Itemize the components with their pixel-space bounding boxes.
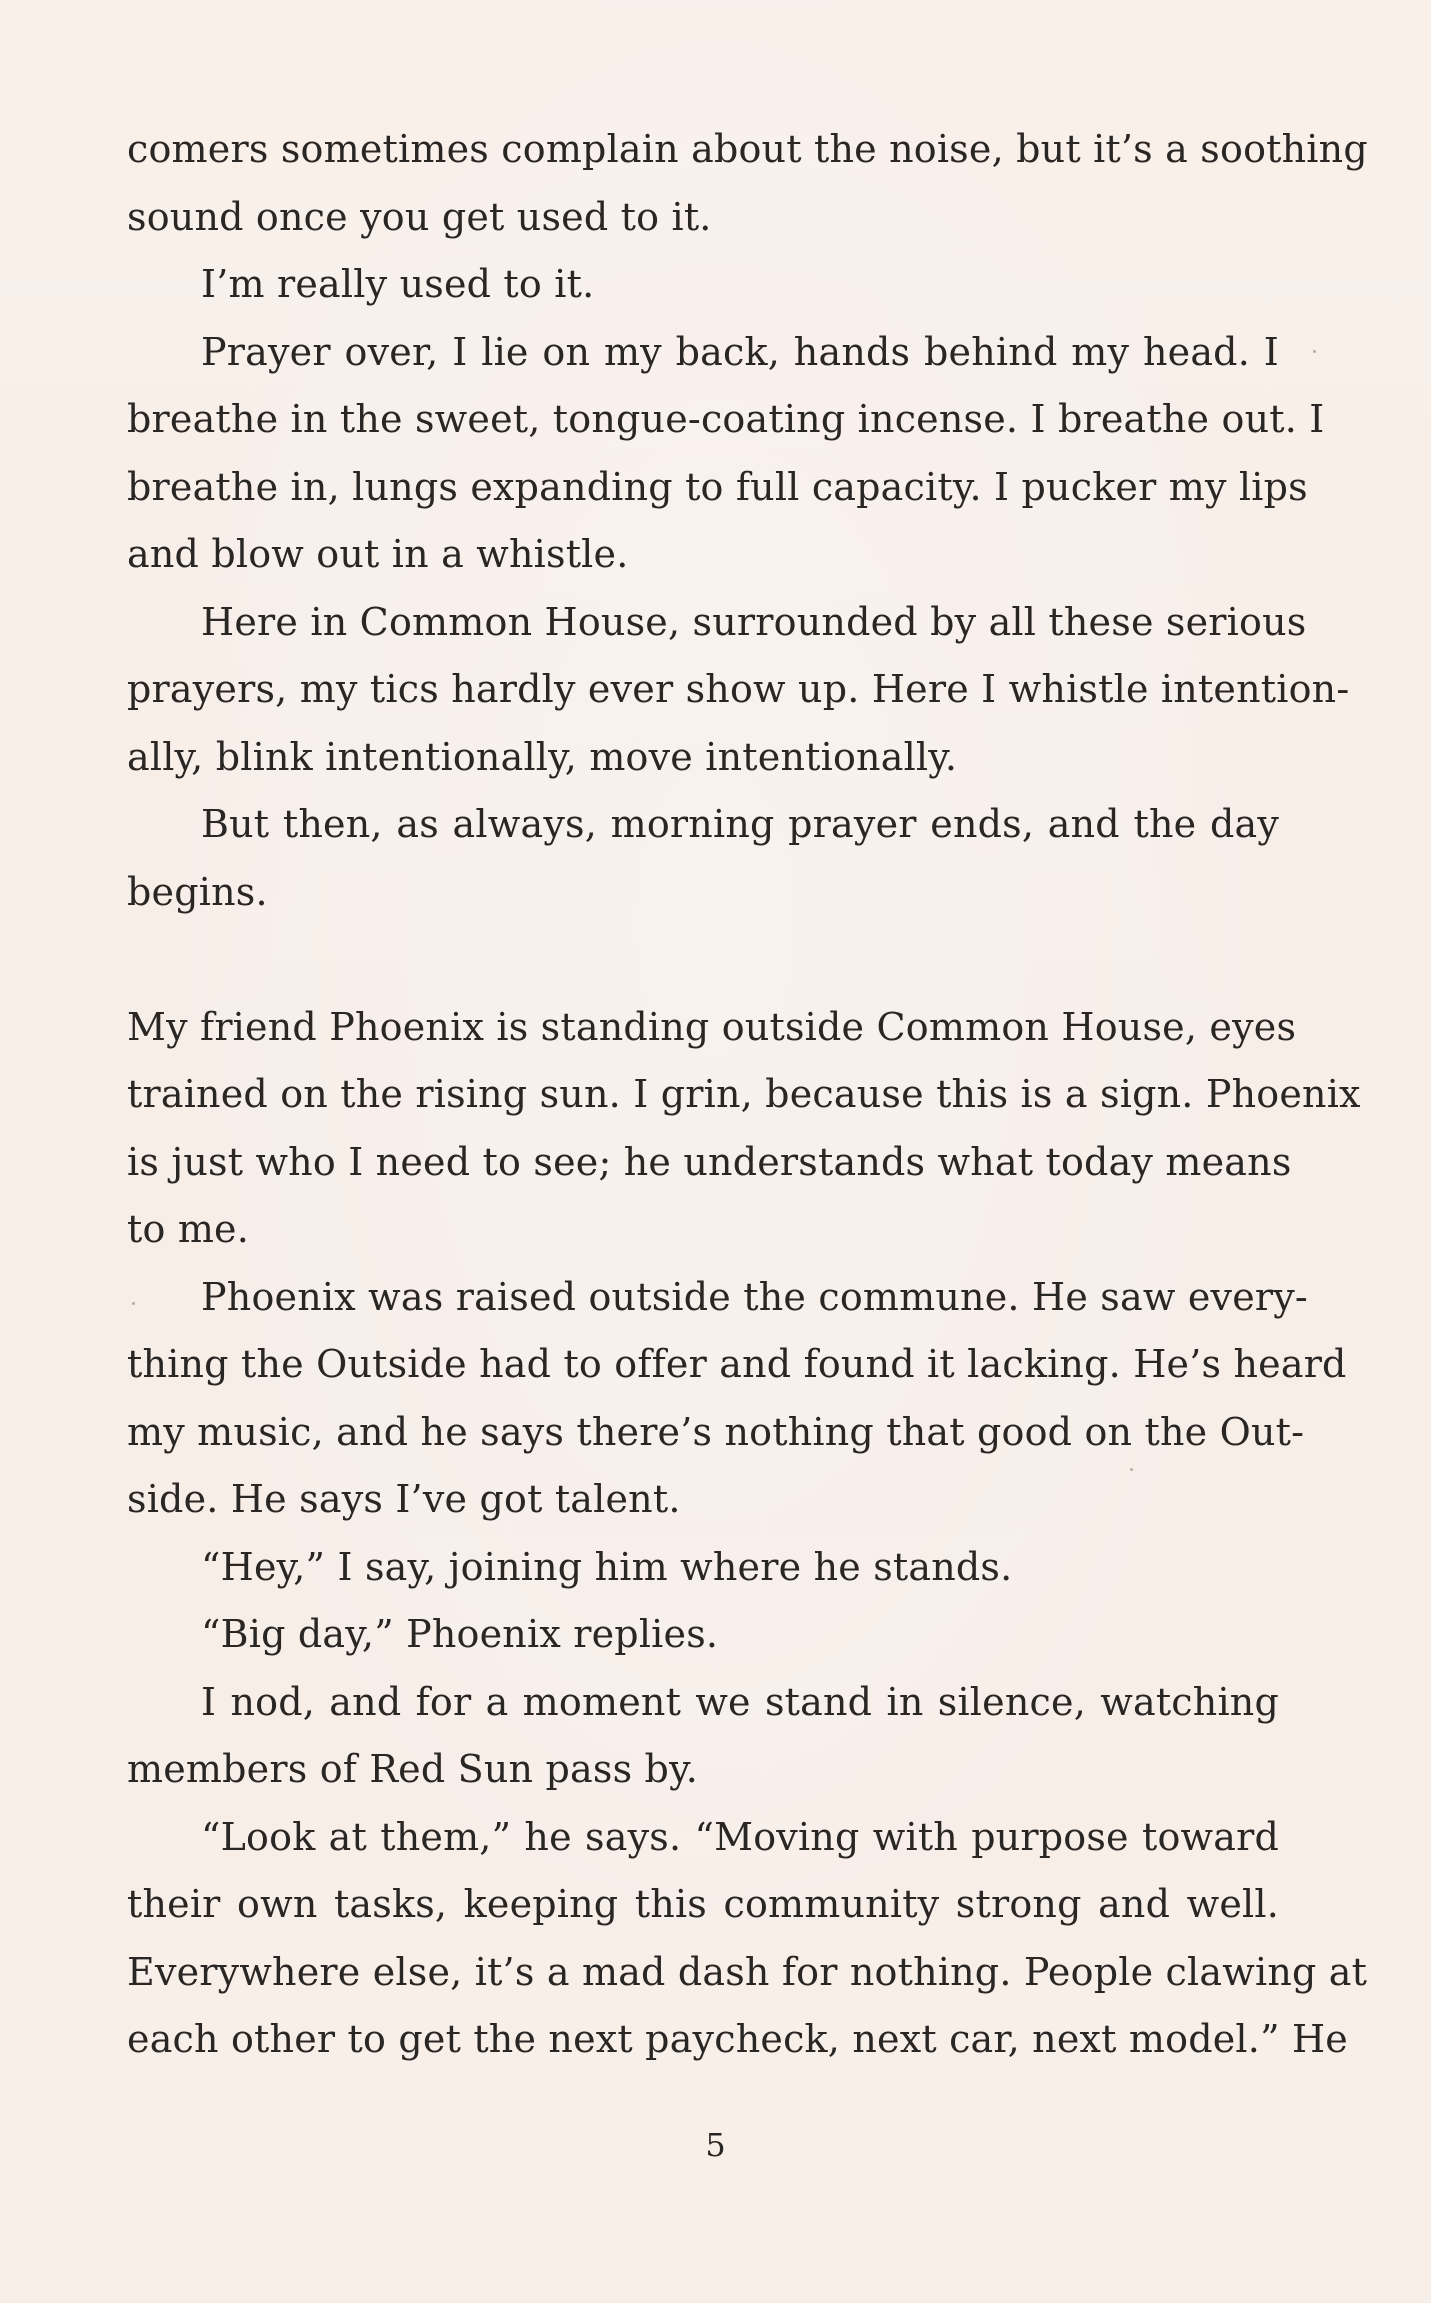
- text-line: breathe in the sweet, tongue-coating incense. I breathe out. I: [127, 397, 1325, 441]
- text-line: side. He says I’ve got talent.: [127, 1477, 681, 1521]
- text-line: trained on the rising sun. I grin, because this is a sign. Phoenix: [127, 1072, 1361, 1116]
- paper-speck: [132, 1302, 135, 1305]
- text-line: begins.: [127, 869, 268, 914]
- text-line: each other to get the next paycheck, next car, next model.” He: [127, 2017, 1348, 2061]
- text-line: their own tasks, keeping this community strong and well.: [127, 1882, 1279, 1926]
- page-number: 5: [705, 2126, 726, 2164]
- text-line: But then, as always, morning prayer ends, and the day: [201, 802, 1279, 846]
- text-line: breathe in, lungs expanding to full capacity. I pucker my lips: [127, 464, 1308, 509]
- text-line: “Look at them,” he says. “Moving with purpose toward: [201, 1814, 1279, 1859]
- text-line: thing the Outside had to offer and found it lacking. He’s heard: [127, 1342, 1347, 1386]
- text-line: sound once you get used to it.: [127, 194, 712, 239]
- text-line: Everywhere else, it’s a mad dash for nothing. People clawing at: [127, 1949, 1368, 1994]
- section-break: [127, 926, 1279, 994]
- text-line: is just who I need to see; he understands what today means: [127, 1139, 1292, 1184]
- paper-speck: [1130, 1468, 1133, 1471]
- text-line: my music, and he says there’s nothing that good on the Out-: [127, 1409, 1305, 1454]
- text-line: Phoenix was raised outside the commune. He saw every-: [201, 1274, 1308, 1319]
- text-line: “Big day,” Phoenix replies.: [201, 1612, 719, 1656]
- text-line: comers sometimes complain about the noise, but it’s a soothing: [127, 127, 1368, 171]
- text-line: to me.: [127, 1207, 250, 1251]
- text-line: I nod, and for a moment we stand in silence, watching: [201, 1679, 1279, 1724]
- paper-speck: [1313, 350, 1316, 353]
- text-line: I’m really used to it.: [201, 262, 595, 306]
- text-line: Prayer over, I lie on my back, hands behind my head. I: [201, 329, 1279, 374]
- text-line: and blow out in a whistle.: [127, 532, 629, 576]
- text-line: members of Red Sun pass by.: [127, 1747, 698, 1791]
- body-text: [127, 116, 1368, 2074]
- text-line: Here in Common House, surrounded by all these serious: [201, 599, 1307, 644]
- text-line: prayers, my tics hardly ever show up. Here I whistle intention-: [127, 667, 1350, 711]
- text-line: ally, blink intentionally, move intentionally.: [127, 734, 958, 779]
- text-line: My friend Phoenix is standing outside Common House, eyes: [127, 1004, 1297, 1049]
- text-line: “Hey,” I say, joining him where he stands.: [201, 1544, 1013, 1589]
